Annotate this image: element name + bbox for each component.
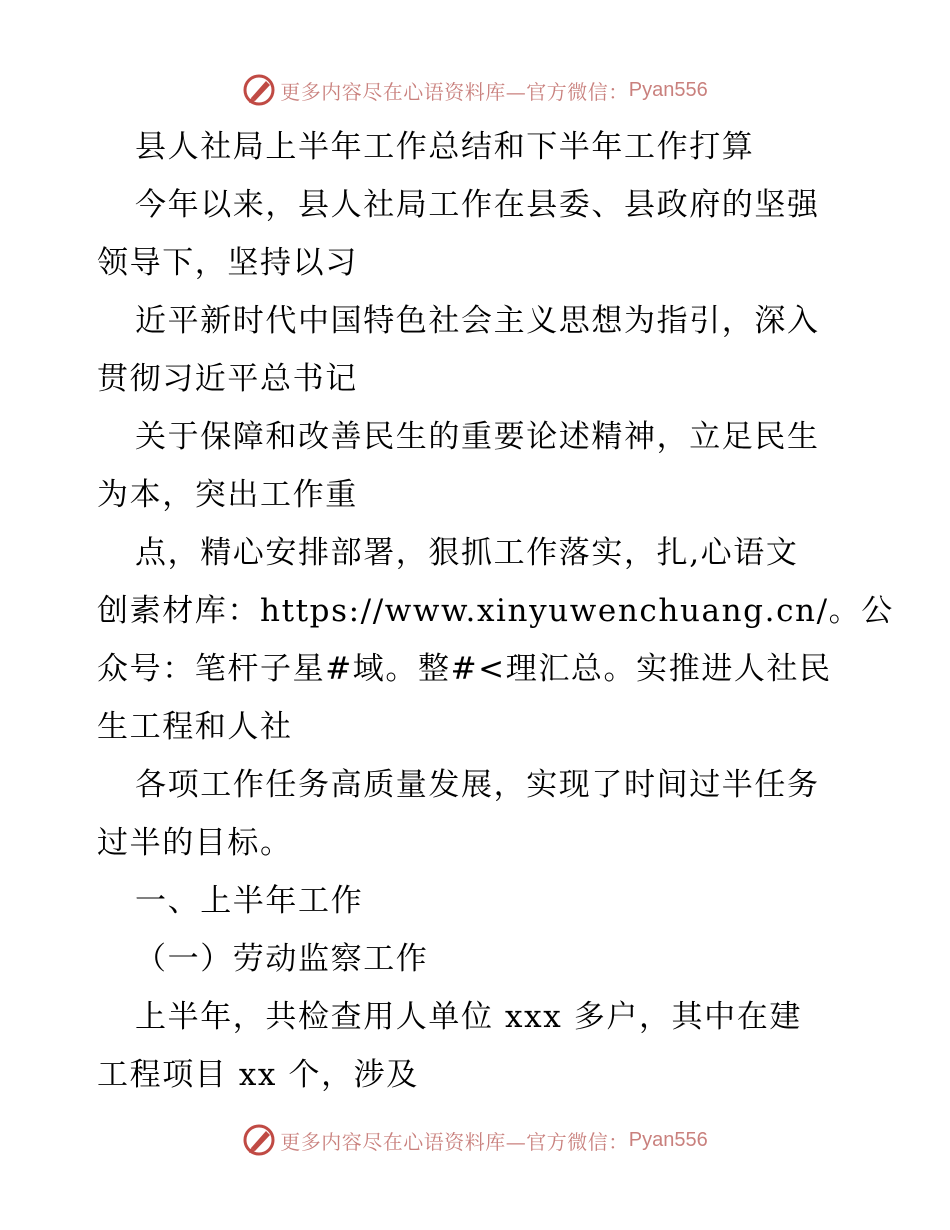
footer-banner-id: Pyan556	[628, 1128, 708, 1151]
pen-logo-icon	[242, 1123, 276, 1157]
header-banner	[0, 70, 950, 110]
header-banner-text: 更多内容尽在心语资料库—官方微信：	[280, 79, 629, 104]
footer-banner-inner	[242, 1123, 707, 1157]
text-line: 关于保障和改善民生的重要论述精神，立足民生	[135, 419, 820, 455]
text-line: 近平新时代中国特色社会主义思想为指引，深入	[135, 303, 820, 339]
text-line: 创素材库：https://www.xinyuwenchuang.cn/。公	[97, 593, 894, 629]
text-line: 为本，突出工作重	[97, 477, 358, 513]
header-banner-id: Pyan556	[628, 78, 708, 101]
pen-logo-icon	[242, 73, 276, 107]
footer-banner	[0, 1120, 950, 1160]
footer-banner-text: 更多内容尽在心语资料库—官方微信：	[280, 1129, 629, 1154]
text-line: 各项工作任务高质量发展，实现了时间过半任务	[135, 767, 820, 803]
text-line: 上半年，共检查用人单位 xxx 多户，其中在建	[135, 999, 802, 1035]
document-title: 县人社局上半年工作总结和下半年工作打算	[135, 129, 755, 165]
text-line: 今年以来，县人社局工作在县委、县政府的坚强	[135, 187, 820, 223]
text-line: 贯彻习近平总书记	[97, 361, 358, 397]
text-line: 点，精心安排部署，狠抓工作落实，扎,心语文	[135, 535, 799, 571]
section-heading: 一、上半年工作	[135, 883, 364, 919]
text-line: 工程项目 xx 个，涉及	[97, 1057, 419, 1093]
text-line: 过半的目标。	[97, 825, 293, 861]
text-line: 领导下，坚持以习	[97, 245, 358, 281]
subsection-heading: （一）劳动监察工作	[135, 941, 429, 977]
text-line: 生工程和人社	[97, 709, 293, 745]
document-body	[97, 118, 894, 1104]
header-banner-inner	[242, 73, 707, 107]
text-line: 众号：笔杆子星#域。整#<理汇总。实推进人社民	[97, 651, 832, 687]
